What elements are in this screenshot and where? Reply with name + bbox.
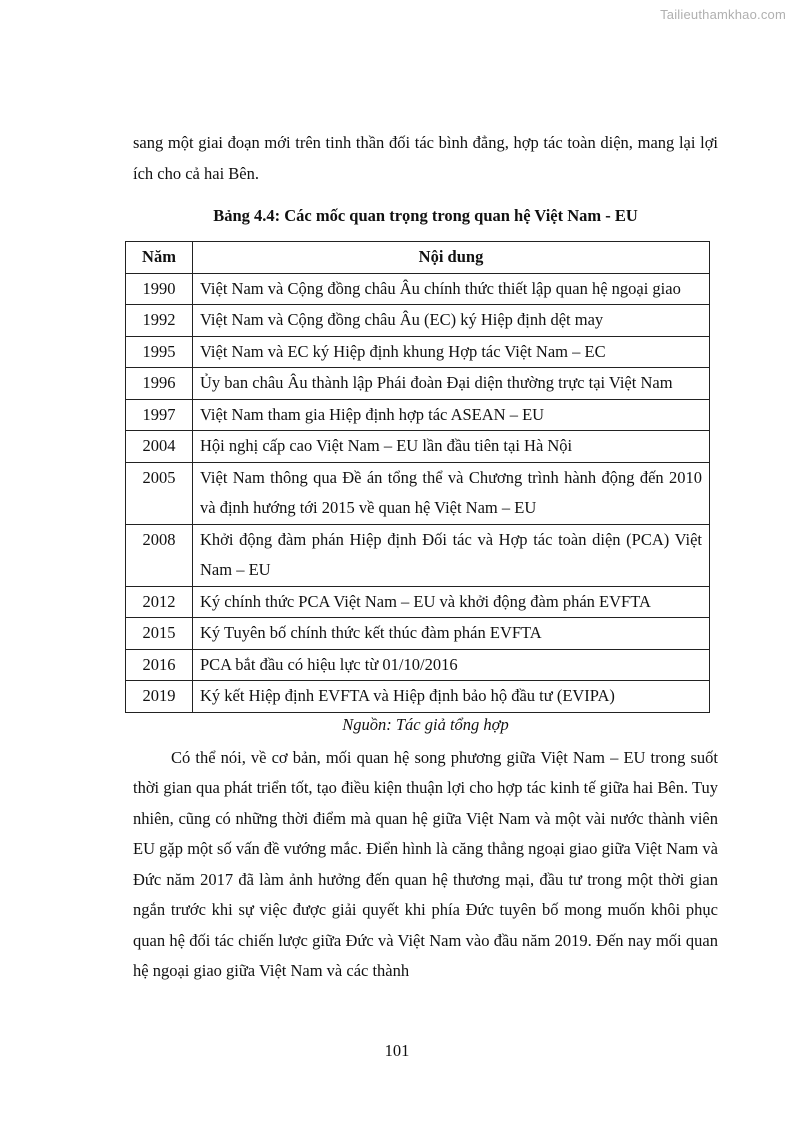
row-content: Việt Nam thông qua Đề án tổng thể và Chương trình hành động đến 2010 và định hướng tới 2015 về quan hệ Việt Nam – EU [193, 462, 710, 524]
table-row [126, 681, 710, 713]
row-year: 2008 [126, 524, 193, 586]
row-year: 1990 [126, 273, 193, 305]
document-page [133, 128, 718, 987]
table-row [126, 368, 710, 400]
table-row [126, 649, 710, 681]
page-number: 101 [384, 1041, 410, 1060]
table-caption: Bảng 4.4: Các mốc quan trọng trong quan hệ Việt Nam - EU [213, 206, 638, 225]
table-row [126, 462, 710, 524]
row-year: 1992 [126, 305, 193, 337]
table-row [126, 336, 710, 368]
row-content: Việt Nam tham gia Hiệp định hợp tác ASEAN – EU [193, 399, 710, 431]
milestones-table [125, 241, 710, 713]
table-row [126, 431, 710, 463]
row-content: Ký Tuyên bố chính thức kết thúc đàm phán EVFTA [193, 618, 710, 650]
row-content: PCA bắt đầu có hiệu lực từ 01/10/2016 [193, 649, 710, 681]
table-source: Nguồn: Tác giả tổng hợp [342, 714, 509, 734]
row-content: Ủy ban châu Âu thành lập Phái đoàn Đại diện thường trực tại Việt Nam [193, 368, 710, 400]
table-row [126, 305, 710, 337]
row-year: 1997 [126, 399, 193, 431]
row-year: 2004 [126, 431, 193, 463]
row-content: Khởi động đàm phán Hiệp định Đối tác và Hợp tác toàn diện (PCA) Việt Nam – EU [193, 524, 710, 586]
header-content: Nội dung [193, 242, 710, 274]
row-content: Ký chính thức PCA Việt Nam – EU và khởi động đàm phán EVFTA [193, 586, 710, 618]
header-year: Năm [126, 242, 193, 274]
watermark: Tailieuthamkhao.com [660, 7, 786, 22]
row-year: 1995 [126, 336, 193, 368]
row-year: 1996 [126, 368, 193, 400]
row-year: 2016 [126, 649, 193, 681]
row-year: 2012 [126, 586, 193, 618]
table-row [126, 273, 710, 305]
body-paragraph: Có thể nói, về cơ bản, mối quan hệ song phương giữa Việt Nam – EU trong suốt thời gian qua phát triển tốt, tạo điều kiện thuận lợi cho hợp tác kinh tế giữa hai Bên. Tuy nhiên, cũng có những thời điểm mà quan hệ giữa Việt Nam và một vài nước thành viên EU gặp một số vấn đề vướng mắc. Điển hình là căng thẳng ngoại giao giữa Việt Nam và Đức năm 2017 đã làm ảnh hưởng đến quan hệ thương mại, đầu tư trong một thời gian ngắn trước khi sự việc được giải quyết khi phía Đức tuyên bố mong muốn khôi phục quan hệ đối tác chiến lược giữa Đức và Việt Nam vào đầu năm 2019. Đến nay mối quan hệ ngoại giao giữa Việt Nam và các thành [133, 747, 718, 980]
row-content: Việt Nam và Cộng đồng châu Âu chính thức thiết lập quan hệ ngoại giao [193, 273, 710, 305]
row-year: 2019 [126, 681, 193, 713]
row-year: 2015 [126, 618, 193, 650]
row-year: 2005 [126, 462, 193, 524]
row-content: Việt Nam và EC ký Hiệp định khung Hợp tác Việt Nam – EC [193, 336, 710, 368]
row-content: Hội nghị cấp cao Việt Nam – EU lần đầu tiên tại Hà Nội [193, 431, 710, 463]
table-row [126, 524, 710, 586]
row-content: Ký kết Hiệp định EVFTA và Hiệp định bảo hộ đầu tư (EVIPA) [193, 681, 710, 713]
table-row [126, 399, 710, 431]
table-row [126, 618, 710, 650]
row-content: Việt Nam và Cộng đồng châu Âu (EC) ký Hiệp định dệt may [193, 305, 710, 337]
intro-paragraph: sang một giai đoạn mới trên tinh thần đối tác bình đẳng, hợp tác toàn diện, mang lại lợi ích cho cả hai Bên. [133, 133, 718, 183]
table-row [126, 586, 710, 618]
table-header-row [126, 242, 710, 274]
